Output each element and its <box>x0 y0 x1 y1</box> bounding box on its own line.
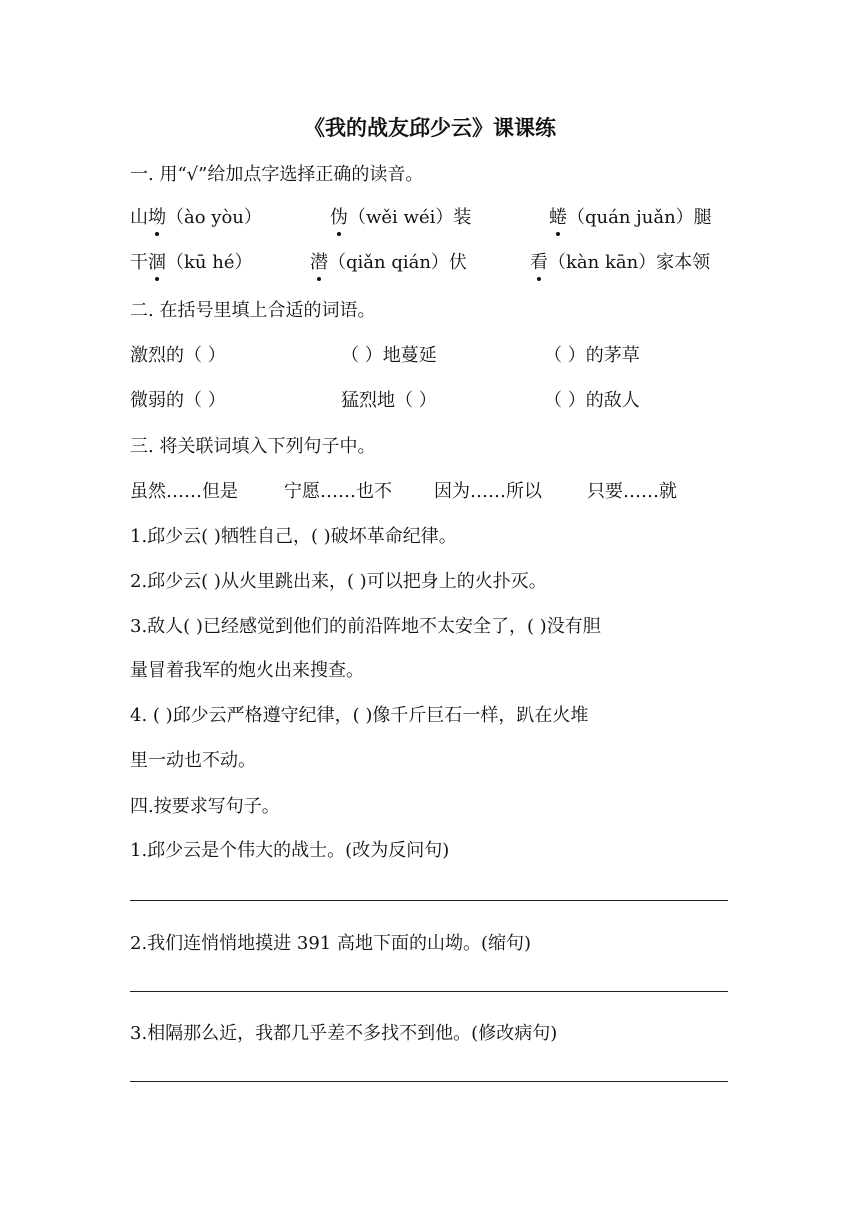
dotted-char: 伪 <box>330 203 348 229</box>
question-text: 量冒着我军的炮火出来搜查。 <box>130 660 364 681</box>
section-4-heading: 四.按要求写句子。 <box>130 796 280 817</box>
conjunction-word: 因为……所以 <box>434 481 542 502</box>
dotted-char: 潜 <box>310 248 328 274</box>
question-text: 2.邱少云( )从火里跳出来，( )可以把身上的火扑灭。 <box>130 571 547 592</box>
conjunction-word: 虽然……但是 <box>130 481 238 502</box>
section-3-heading: 三. 将关联词填入下列句子中。 <box>130 436 376 457</box>
fill-blank-item: （ ）地蔓延 <box>341 345 437 366</box>
answer-line <box>130 991 728 992</box>
question-text: 2.我们连悄悄地摸进 391 高地下面的山坳。(缩句) <box>130 933 532 954</box>
question-text: 3.相隔那么近，我都几乎差不多找不到他。(修改病句) <box>130 1023 558 1044</box>
fill-blank-item: 猛烈地（ ） <box>341 390 437 411</box>
question-text: 3.敌人( )已经感觉到他们的前沿阵地不太安全了，( )没有胆 <box>130 616 601 637</box>
dotted-char: 坳 <box>148 203 166 229</box>
dotted-char: 蜷 <box>549 203 567 229</box>
section-1-heading: 一. 用“√”给加点字选择正确的读音。 <box>130 164 424 185</box>
fill-blank-item: （ ）的茅草 <box>544 345 640 366</box>
section-2-heading: 二. 在括号里填上合适的词语。 <box>130 300 376 321</box>
pinyin-item: 干涸（kū hé） <box>130 248 252 274</box>
worksheet-title: 《我的战友邱少云》课课练 <box>304 116 556 140</box>
question-text: 4. ( )邱少云严格遵守纪律，( )像千斤巨石一样，趴在火堆 <box>130 705 589 726</box>
conjunction-word: 只要……就 <box>587 481 677 502</box>
pinyin-item: 潜（qiǎn qián）伏 <box>310 248 467 274</box>
pinyin-item: 山坳（ào yòu） <box>130 203 262 229</box>
question-text: 1.邱少云是个伟大的战士。(改为反问句) <box>130 840 450 861</box>
answer-line <box>130 1081 728 1082</box>
question-text: 里一动也不动。 <box>130 750 256 771</box>
question-text: 1.邱少云( )牺牲自己，( )破坏革命纪律。 <box>130 526 457 547</box>
dotted-char: 涸 <box>148 248 166 274</box>
fill-blank-item: 微弱的（ ） <box>130 390 226 411</box>
dotted-char: 看 <box>530 248 548 274</box>
conjunction-word: 宁愿……也不 <box>284 481 392 502</box>
fill-blank-item: 激烈的（ ） <box>130 345 226 366</box>
pinyin-item: 伪（wěi wéi）装 <box>330 203 471 229</box>
pinyin-item: 蜷（quán juǎn）腿 <box>549 203 712 229</box>
pinyin-item: 看（kàn kān）家本领 <box>530 248 710 274</box>
fill-blank-item: （ ）的敌人 <box>544 390 640 411</box>
answer-line <box>130 900 728 901</box>
